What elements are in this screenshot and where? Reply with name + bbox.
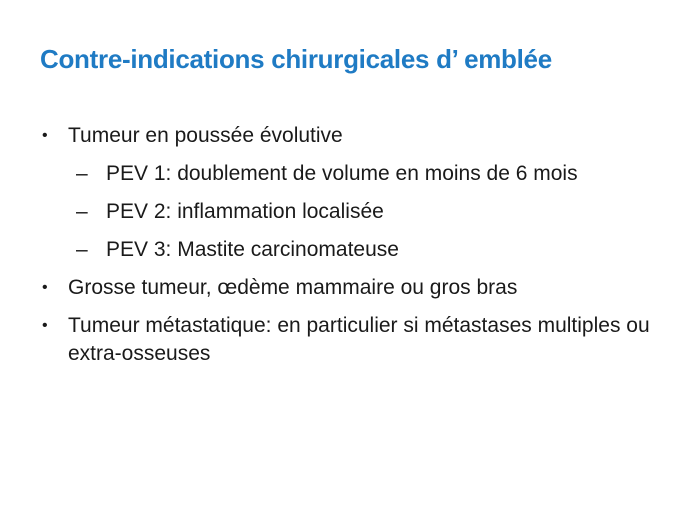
- sub-list-item: [76, 160, 660, 188]
- dash-icon: –: [76, 200, 88, 223]
- bullet-icon: •: [42, 317, 48, 334]
- list-item: [40, 274, 660, 302]
- bullet-icon: •: [42, 127, 48, 144]
- bullet-icon: •: [42, 279, 48, 296]
- slide-title: Contre-indications chirurgicales d’ emblée: [40, 44, 552, 74]
- list-item: [40, 122, 660, 264]
- list-item-text: Tumeur métastatique: en particulier si métastases multiples ou extra-osseuses: [68, 314, 650, 365]
- dash-icon: –: [76, 162, 88, 185]
- bullet-list: [40, 122, 660, 378]
- sub-list-item-text: PEV 2: inflammation localisée: [106, 200, 384, 223]
- sub-list-item-text: PEV 3: Mastite carcinomateuse: [106, 238, 399, 261]
- dash-icon: –: [76, 238, 88, 261]
- sub-list-item: [76, 198, 660, 226]
- list-item: [40, 312, 660, 368]
- sub-list: [68, 160, 660, 264]
- list-item-text: Tumeur en poussée évolutive: [68, 124, 343, 147]
- sub-list-item-text: PEV 1: doublement de volume en moins de 6 mois: [106, 162, 578, 185]
- list-item-text: Grosse tumeur, œdème mammaire ou gros bras: [68, 276, 518, 299]
- sub-list-item: [76, 236, 660, 264]
